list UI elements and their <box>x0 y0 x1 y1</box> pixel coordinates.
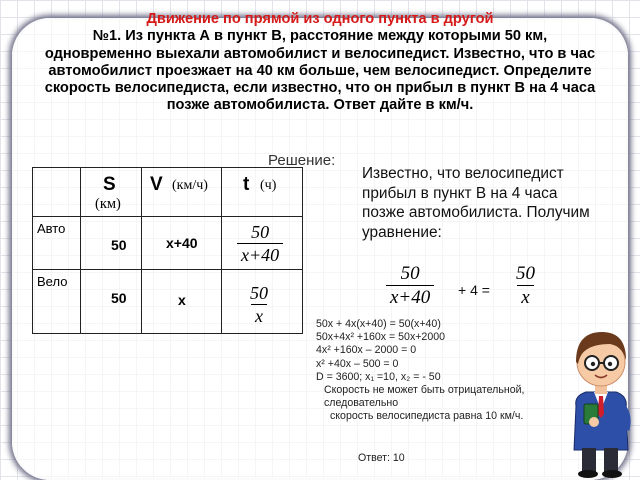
eq-left-den: x+40 <box>386 285 434 307</box>
problem-heading: Движение по прямой из одного пункта в другой <box>146 11 494 27</box>
auto-time-num: 50 <box>251 222 270 242</box>
cell-bike-v <box>142 270 222 334</box>
table-corner-cell <box>33 168 81 217</box>
table-row <box>33 270 81 334</box>
answer-text: Ответ: 10 <box>358 452 405 464</box>
work-line-4: x² +40x – 500 = 0 <box>316 357 399 370</box>
equation-middle: + 4 = <box>458 282 490 298</box>
bike-distance: 50 <box>111 290 127 306</box>
work-line-1: 50x + 4x(x+40) = 50(x+40) <box>316 318 441 330</box>
eq-left-num: 50 <box>400 263 420 284</box>
solution-label: Решение: <box>268 152 336 169</box>
equation-left-fraction <box>386 264 434 307</box>
header-v-symbol: V <box>150 174 163 195</box>
eq-right-den: x <box>517 285 533 307</box>
header-t-symbol: t <box>243 174 250 195</box>
conclusion-line-2: скорость велосипедиста равна 10 км/ч. <box>330 410 524 423</box>
auto-distance: 50 <box>111 237 127 253</box>
row-label-bike: Вело <box>37 274 68 289</box>
header-t-unit: (ч) <box>260 178 277 193</box>
equation-right-fraction <box>512 264 539 307</box>
auto-time-fraction <box>237 223 283 264</box>
data-table <box>32 167 303 334</box>
table-row <box>33 217 81 270</box>
header-v-unit: (км/ч) <box>172 178 208 193</box>
problem-text: №1. Из пункта А в пункт В, расстояние между которыми 50 км, одновременно выехали автомобилист и велосипедист. Известно, что в час автомобилист проезжает на 40 км больше, чем велосипедист. Определите скорость велосипедиста, если известно, что он прибыл в пункт В на 4 часа позже автомобилиста. Ответ дайте в км/ч. <box>44 28 596 114</box>
header-distance <box>81 168 142 217</box>
cell-bike-s <box>81 270 142 334</box>
cell-auto-v <box>142 217 222 270</box>
solution-work <box>316 318 586 424</box>
bike-time-num: 50 <box>250 283 268 303</box>
cell-auto-t <box>222 217 303 270</box>
header-time <box>222 168 303 217</box>
cell-auto-s <box>81 217 142 270</box>
bike-time-fraction <box>246 284 272 325</box>
header-s-symbol: S <box>103 174 116 195</box>
auto-speed: x+40 <box>166 235 198 251</box>
work-line-3: 4x² +160x – 2000 = 0 <box>316 344 417 357</box>
auto-time-den: x+40 <box>237 243 283 264</box>
problem-statement <box>40 11 600 115</box>
bike-speed: x <box>178 292 186 308</box>
conclusion-line-1: Скорость не может быть отрицательной, следовательно <box>324 384 525 410</box>
work-line-5: D = 3600; x₁ =10, x₂ = - 50 <box>316 370 441 383</box>
work-line-2: 50x+4x² +160x = 50x+2000 <box>316 331 445 344</box>
cell-bike-t <box>222 270 303 334</box>
explanation-text: Известно, что велосипедист прибыл в пункт В на 4 часа позже автомобилиста. Получим уравнение: <box>362 165 590 241</box>
row-label-auto: Авто <box>37 221 66 236</box>
header-s-unit: (км) <box>95 196 121 212</box>
header-speed <box>142 168 222 217</box>
eq-right-num: 50 <box>516 263 535 284</box>
bike-time-den: x <box>251 304 267 325</box>
teacher-illustration <box>564 318 638 480</box>
